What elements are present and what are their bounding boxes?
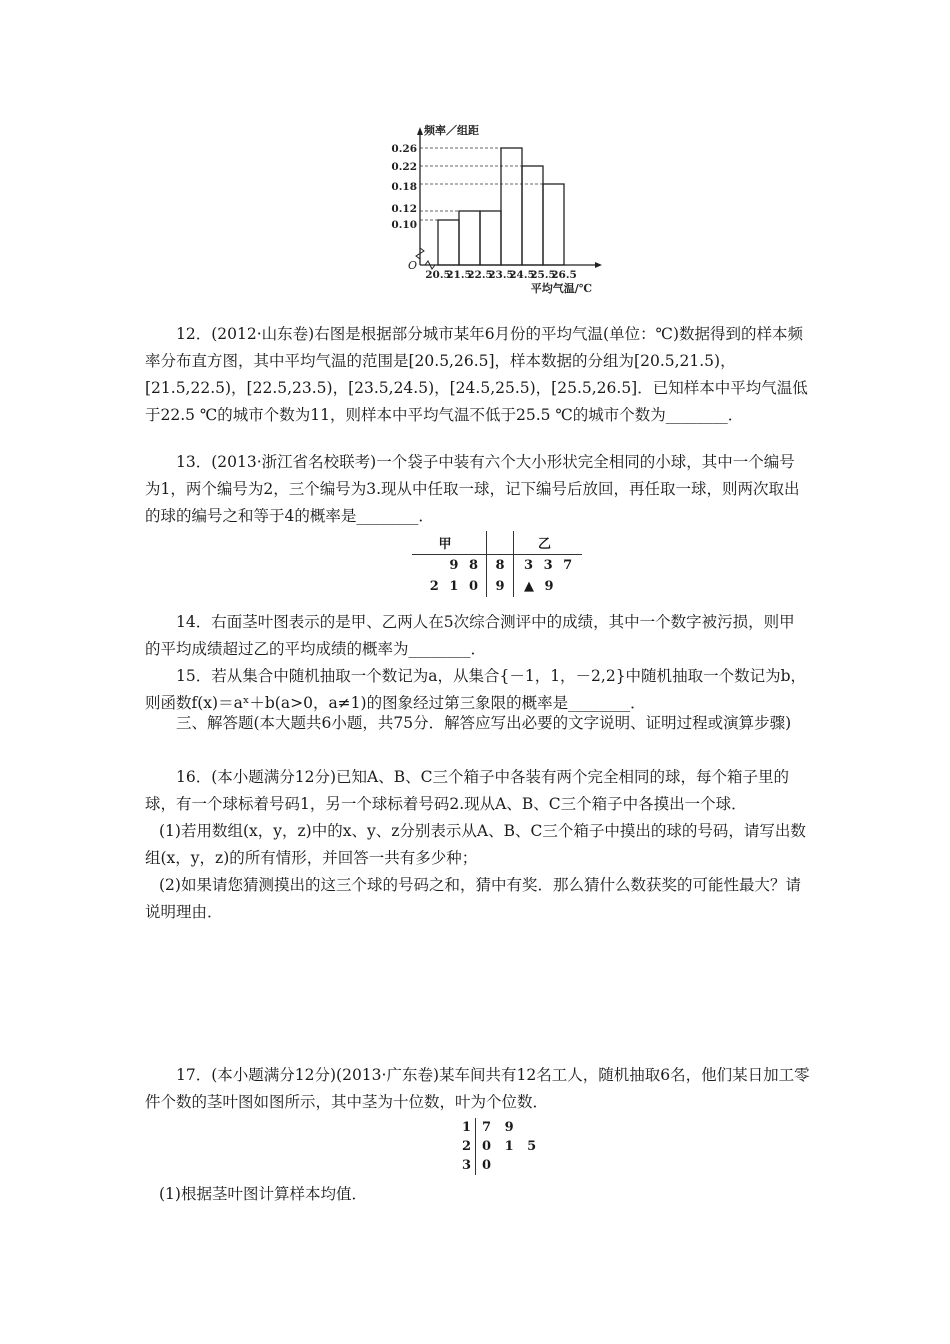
question-14: 14．右面茎叶图表示的是甲、乙两人在5次综合测评中的成绩，其中一个数字被污损，则甲的平均成绩超过乙的平均成绩的概率为________． (145, 613, 795, 658)
stem-row (412, 576, 582, 597)
leaves-jia: 2 1 0 (412, 576, 487, 597)
stem-value: 3 (455, 1156, 476, 1175)
x-tick-label: 21.5 (446, 269, 472, 281)
y-tick-label: 0.26 (391, 143, 417, 155)
question-16-part-2: (2)如果请您猜测摸出的这三个球的号码之和，猜中有奖．那么猜什么数获奖的可能性最大？请说明理由． (145, 876, 801, 921)
stem-row (412, 555, 582, 577)
stem-row (455, 1156, 536, 1175)
leaves-jia: 9 8 (412, 555, 487, 577)
x-tick-label: 23.5 (488, 269, 514, 281)
y-axis-label: 频率／组距 (424, 124, 479, 137)
question-12: 12．(2012·山东卷)右图是根据部分城市某年6月份的平均气温(单位：℃)数据得到的样本频率分布直方图，其中平均气温的范围是[20.5,26.5]，样本数据的分组为[20.5,21.5)，[21.5,22.5)，[22.5,23.5)，[23.5,24.5)，[24.5,25.5)，[25.5,26.5]．已知样本中平均气温低于22.5 ℃的城市个数为11，则样本中平均气温不低于25.5 ℃的城市个数为________． (145, 325, 808, 424)
stem-header-jia: 甲 (412, 531, 487, 555)
leaves-yi: ▲ 9 (524, 579, 554, 594)
histogram-bar (480, 211, 501, 265)
x-tick-label: 24.5 (509, 269, 535, 281)
question-17: 17．(本小题满分12分)(2013·广东卷)某车间共有12名工人，随机抽取6名，他们某日加工零件个数的茎叶图如图所示，其中茎为十位数，叶为个位数． (145, 1066, 810, 1111)
y-tick-label: 0.22 (391, 161, 417, 173)
origin-label: O (408, 259, 418, 272)
x-tick-label: 25.5 (530, 269, 556, 281)
stem-leaf-plot-jia-yi (412, 531, 582, 597)
stem-header-yi: 乙 (514, 531, 583, 555)
histogram-bar (459, 211, 480, 265)
question-15: 15．若从集合中随机抽取一个数记为a，从集合{－1，1，－2,2}中随机抽取一个数记为b，则函数f(x)＝aˣ＋b(a>0，a≠1)的图象经过第三象限的概率是________． (145, 667, 806, 712)
y-tick-label: 0.18 (391, 181, 417, 193)
y-tick-label: 0.10 (391, 219, 417, 231)
section-3-heading: 三、解答题(本大题共6小题，共75分．解答应写出必要的文字说明、证明过程或演算步骤) (176, 714, 792, 732)
stem-value: 2 (455, 1137, 476, 1156)
leaf-values: 0 1 5 (482, 1139, 537, 1154)
stem-value: 8 (487, 555, 514, 577)
stem-row (455, 1137, 536, 1156)
question-16: 16．(本小题满分12分)已知A、B、C三个箱子中各装有两个完全相同的球，每个箱子里的球，有一个球标着号码1，另一个球标着号码2.现从A、B、C三个箱子中各摸出一个球． (145, 768, 789, 813)
y-tick-label: 0.12 (391, 203, 417, 215)
question-16-part-1: (1)若用数组(x，y，z)中的x、y、z分别表示从A、B、C三个箱子中摸出的球的号码，请写出数组(x，y，z)的所有情形，并回答一共有多少种； (145, 822, 806, 867)
stem-row (455, 1118, 536, 1137)
question-17-part-1: (1)根据茎叶图计算样本均值． (159, 1185, 367, 1203)
stem-leaf-plot-workers (455, 1118, 536, 1175)
x-tick-label: 22.5 (467, 269, 493, 281)
histogram-chart (391, 118, 605, 298)
x-tick-label: 20.5 (425, 269, 451, 281)
question-13: 13．(2013·浙江省名校联考)一个袋子中装有六个大小形状完全相同的小球，其中一个编号为1，两个编号为2，三个编号为3.现从中任取一球，记下编号后放回，再任取一球，则两次取出的球的编号之和等于4的概率是________． (145, 453, 800, 525)
histogram-bar (522, 166, 543, 265)
y-axis-arrow (417, 127, 423, 135)
leaf-values: 0 (482, 1158, 492, 1173)
leaves-yi: 3 3 7 (524, 558, 573, 573)
histogram-bar (438, 220, 459, 265)
stem-value: 9 (487, 576, 514, 597)
leaf-values: 7 9 (482, 1120, 514, 1135)
histogram-bar (543, 184, 564, 265)
stem-value: 1 (455, 1118, 476, 1137)
x-axis-arrow (595, 262, 602, 268)
x-tick-label: 26.5 (551, 269, 577, 281)
x-axis-label: 平均气温/℃ (530, 282, 592, 295)
histogram-bar (501, 148, 522, 265)
